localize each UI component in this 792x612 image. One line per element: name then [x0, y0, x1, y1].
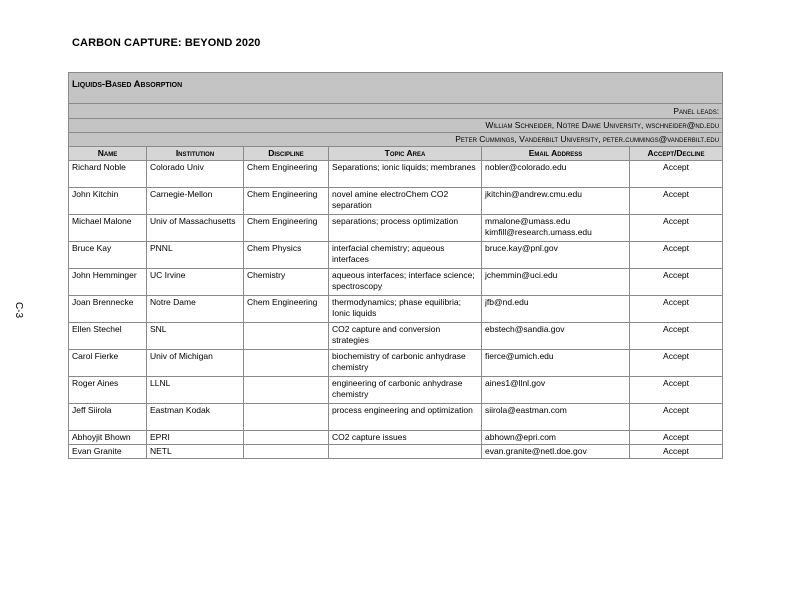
cell-institution: NETL: [147, 445, 244, 459]
cell-status: Accept: [630, 431, 723, 445]
cell-institution: LLNL: [147, 377, 244, 404]
column-header-discipline: Discipline: [244, 147, 329, 161]
cell-name: Evan Granite: [69, 445, 147, 459]
cell-name: Roger Aines: [69, 377, 147, 404]
cell-status: Accept: [630, 215, 723, 242]
cell-institution: Notre Dame: [147, 296, 244, 323]
cell-status: Accept: [630, 161, 723, 188]
cell-name: Abhoyjit Bhown: [69, 431, 147, 445]
cell-status: Accept: [630, 323, 723, 350]
column-header-accept-decline: Accept/Decline: [630, 147, 723, 161]
table-row: [69, 269, 723, 296]
column-header-topic-area: Topic Area: [329, 147, 482, 161]
cell-email: nobler@colorado.edu: [482, 161, 630, 188]
table-header-row: [69, 147, 723, 161]
cell-email: abhown@epri.com: [482, 431, 630, 445]
cell-name: Jeff Siirola: [69, 404, 147, 431]
cell-topic: aqueous interfaces; interface science; spectroscopy: [329, 269, 482, 296]
cell-topic: Separations; ionic liquids; membranes: [329, 161, 482, 188]
cell-name: Bruce Kay: [69, 242, 147, 269]
cell-status: Accept: [630, 350, 723, 377]
document-title: CARBON CAPTURE: BEYOND 2020: [72, 37, 261, 49]
panel-lead: William Schneider, Notre Dame University, wschneider@nd.edu: [69, 119, 723, 133]
panel-lead-row: [69, 133, 723, 147]
panel-lead-row: [69, 119, 723, 133]
cell-institution: UC Irvine: [147, 269, 244, 296]
panel-table: [68, 72, 723, 459]
panel-title-row: [69, 73, 723, 104]
cell-topic: thermodynamics; phase equilibria; Ionic liquids: [329, 296, 482, 323]
cell-discipline: Chem Engineering: [244, 188, 329, 215]
cell-discipline: Chemistry: [244, 269, 329, 296]
cell-institution: Univ of Massachusetts: [147, 215, 244, 242]
table-row: [69, 161, 723, 188]
cell-topic: [329, 445, 482, 459]
cell-email: bruce.kay@pnl.gov: [482, 242, 630, 269]
cell-email: ebstech@sandia.gov: [482, 323, 630, 350]
cell-discipline: Chem Engineering: [244, 296, 329, 323]
table-row: [69, 350, 723, 377]
cell-name: John Kitchin: [69, 188, 147, 215]
cell-discipline: [244, 350, 329, 377]
cell-name: Richard Noble: [69, 161, 147, 188]
cell-status: Accept: [630, 445, 723, 459]
cell-status: Accept: [630, 404, 723, 431]
cell-topic: novel amine electroChem CO2 separation: [329, 188, 482, 215]
cell-institution: SNL: [147, 323, 244, 350]
cell-email: jkitchin@andrew.cmu.edu: [482, 188, 630, 215]
page-side-label: C-3: [13, 302, 24, 319]
cell-discipline: [244, 431, 329, 445]
table-row: [69, 377, 723, 404]
cell-topic: CO2 capture issues: [329, 431, 482, 445]
cell-topic: separations; process optimization: [329, 215, 482, 242]
column-header-email: Email Address: [482, 147, 630, 161]
cell-topic: engineering of carbonic anhydrase chemistry: [329, 377, 482, 404]
cell-email: aines1@llnl.gov: [482, 377, 630, 404]
column-header-name: Name: [69, 147, 147, 161]
cell-discipline: Chem Engineering: [244, 161, 329, 188]
cell-name: Joan Brennecke: [69, 296, 147, 323]
table-row: [69, 242, 723, 269]
cell-topic: interfacial chemistry; aqueous interfaces: [329, 242, 482, 269]
cell-topic: biochemistry of carbonic anhydrase chemistry: [329, 350, 482, 377]
cell-discipline: [244, 445, 329, 459]
cell-email: jchemmin@uci.edu: [482, 269, 630, 296]
cell-institution: Colorado Univ: [147, 161, 244, 188]
cell-name: Michael Malone: [69, 215, 147, 242]
cell-email: evan.granite@netl.doe.gov: [482, 445, 630, 459]
cell-status: Accept: [630, 296, 723, 323]
table-body: [69, 161, 723, 459]
cell-institution: PNNL: [147, 242, 244, 269]
cell-institution: Carnegie-Mellon: [147, 188, 244, 215]
table-row: [69, 445, 723, 459]
table-row: [69, 188, 723, 215]
cell-email: fierce@umich.edu: [482, 350, 630, 377]
panel-lead: Peter Cummings, Vanderbilt University, peter.cummings@vanderbilt.edu: [69, 133, 723, 147]
cell-institution: Univ of Michigan: [147, 350, 244, 377]
cell-email: jfb@nd.edu: [482, 296, 630, 323]
cell-status: Accept: [630, 269, 723, 296]
panel-leads-label: Panel leads:: [69, 104, 723, 119]
cell-discipline: [244, 323, 329, 350]
table-row: [69, 215, 723, 242]
cell-name: Ellen Stechel: [69, 323, 147, 350]
cell-discipline: Chem Engineering: [244, 215, 329, 242]
cell-email: mmalone@umass.edu kimfill@research.umass.edu: [482, 215, 630, 242]
cell-discipline: [244, 404, 329, 431]
cell-email: siirola@eastman.com: [482, 404, 630, 431]
cell-name: Carol Fierke: [69, 350, 147, 377]
table-row: [69, 323, 723, 350]
cell-institution: Eastman Kodak: [147, 404, 244, 431]
cell-discipline: [244, 377, 329, 404]
cell-discipline: Chem Physics: [244, 242, 329, 269]
cell-topic: process engineering and optimization: [329, 404, 482, 431]
cell-institution: EPRI: [147, 431, 244, 445]
cell-status: Accept: [630, 242, 723, 269]
column-header-institution: Institution: [147, 147, 244, 161]
table-row: [69, 404, 723, 431]
cell-topic: CO2 capture and conversion strategies: [329, 323, 482, 350]
panel-title: Liquids-Based Absorption: [69, 73, 723, 104]
cell-status: Accept: [630, 188, 723, 215]
table-row: [69, 431, 723, 445]
panel-leads-label-row: [69, 104, 723, 119]
table-row: [69, 296, 723, 323]
cell-status: Accept: [630, 377, 723, 404]
cell-name: John Hemminger: [69, 269, 147, 296]
